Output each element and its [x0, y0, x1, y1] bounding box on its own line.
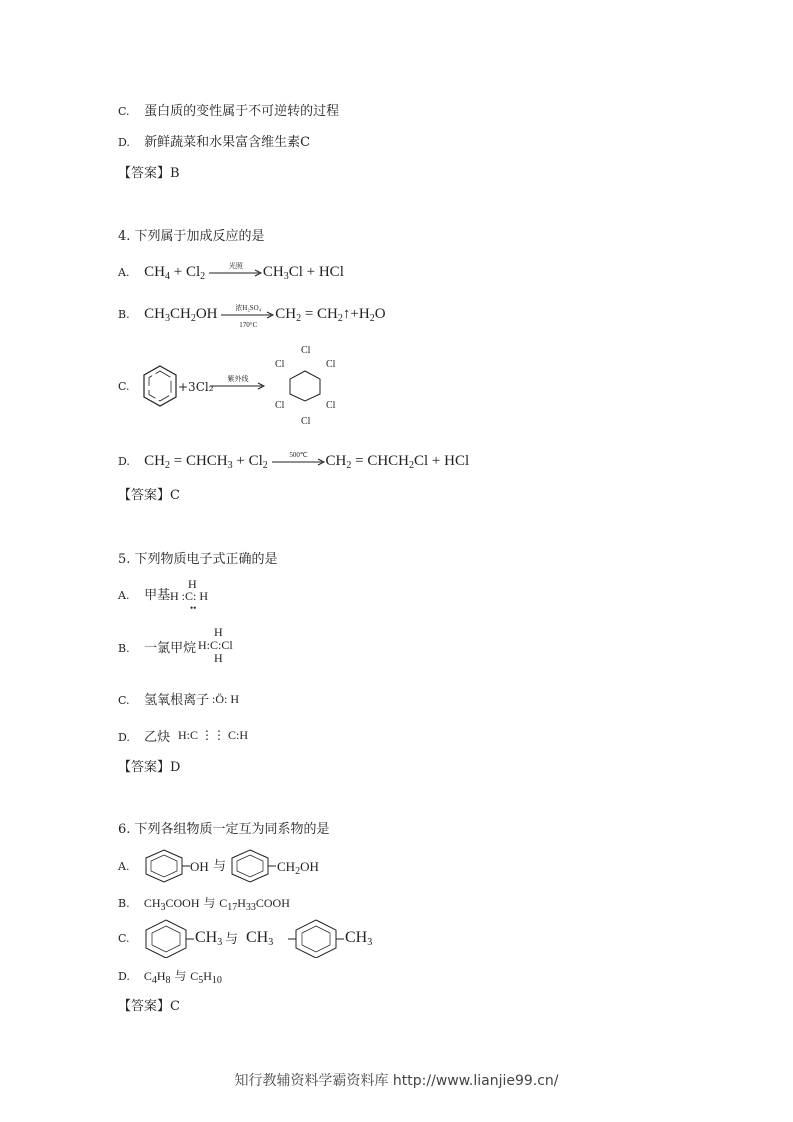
q4-option-a: [118, 263, 344, 286]
option-label: C.: [118, 105, 130, 118]
q4-answer: 【答案】C: [118, 488, 180, 503]
q4-option-c: [118, 378, 140, 396]
reaction-arrow: [210, 375, 266, 391]
formula-1: $C_4H_8$: [143, 969, 171, 986]
option-text: 一氯甲烷: [144, 641, 197, 656]
option-label: A.: [118, 266, 130, 279]
option-label: A.: [118, 860, 130, 873]
option-label: A.: [118, 589, 130, 602]
q6-option-a: [118, 858, 140, 876]
ch3-group: $CH_3$: [345, 929, 373, 948]
reaction-arrow: [272, 450, 326, 467]
hydroxide-lewis-structure: :Ö: H: [212, 692, 239, 706]
q6-option-b: [118, 894, 290, 917]
option-label: C.: [118, 932, 130, 945]
q5-option-a: [118, 587, 170, 605]
option-label: B.: [118, 897, 130, 910]
formula-2: $C_5H_{10}$: [190, 969, 222, 986]
q5-option-c: [118, 692, 209, 710]
condition: 500℃: [289, 450, 308, 459]
option-text: 氢氧根离子: [144, 693, 210, 708]
option-text: 甲基: [144, 588, 171, 603]
oh-group: OH: [190, 859, 209, 874]
option-label: D.: [118, 455, 130, 468]
methyl-lewis-structure: H H :C: H ••: [170, 577, 209, 613]
option-label: C.: [118, 694, 130, 707]
ch3-group: $CH_3$: [195, 929, 223, 948]
chloromethane-lewis-structure: H H:C:Cl H: [198, 625, 233, 665]
q4-stem: 4. 下列属于加成反应的是: [118, 229, 265, 244]
cl-label: Cl: [326, 359, 336, 370]
option-text: 新鲜蔬菜和水果富含维生素C: [144, 135, 311, 150]
condition-bottom: 170°C: [239, 320, 258, 329]
q5-option-d: [118, 729, 170, 747]
equation-a: $CH_4 + Cl_2$ 光照 $CH_3Cl$ + HCl: [144, 261, 344, 282]
q4-option-b: [118, 305, 386, 328]
reaction-arrow: [209, 261, 263, 278]
option-text: 乙炔: [144, 730, 171, 745]
option-label: B.: [118, 308, 130, 321]
cl-label: Cl: [301, 345, 311, 356]
reaction-arrow: [221, 303, 275, 329]
benzene-ring-icon: [142, 364, 178, 408]
q3-answer: 【答案】B: [118, 166, 180, 181]
footer-watermark: 知行教辅资料学霸资料库 http://www.lianjie99.cn/: [234, 1073, 559, 1089]
cl-label: Cl: [275, 359, 285, 370]
option-label: B.: [118, 642, 130, 655]
and-text: 与: [225, 932, 239, 947]
formula-2: $C_{17}H_{33}COOH$: [219, 896, 290, 913]
option-label: D.: [118, 970, 130, 983]
condition: 光照: [228, 261, 243, 270]
and-text: 与: [174, 969, 187, 983]
q5-stem: 5. 下列物质电子式正确的是: [118, 552, 278, 567]
and-text: 与: [213, 859, 227, 874]
option-label: D.: [118, 731, 130, 744]
cl-label: Cl: [301, 416, 311, 427]
equation-d: $CH_2$ = $CHCH_3 + Cl_2$ 500℃ $CH_2$ = $CHCH_2Cl$ + HCl: [144, 450, 470, 471]
option-text: 蛋白质的变性属于不可逆转的过程: [144, 104, 340, 119]
q4-option-d: [118, 452, 469, 475]
q3-option-c: [118, 103, 339, 121]
option-label: C.: [118, 380, 130, 393]
acetylene-lewis-structure: H:C ⋮⋮ C:H: [178, 728, 249, 742]
hexachlorocyclohexane-ring-icon: [288, 370, 322, 402]
and-text: 与: [203, 896, 216, 910]
q6-stem: 6. 下列各组物质一定互为同系物的是: [118, 822, 330, 837]
q6-option-c: [118, 930, 140, 948]
cl-label: Cl: [326, 400, 336, 411]
q5-option-b: [118, 640, 196, 658]
reagent: +3Cl₂: [178, 380, 214, 394]
equation-b: $CH_3CH_2OH$ 浓H₂SO₄ 170°C $CH_2$ = $CH_2↑+H_2O$: [144, 303, 386, 329]
cl-label: Cl: [275, 400, 285, 411]
q3-option-d: [118, 134, 310, 152]
q6-option-d: [118, 967, 222, 990]
ch3-group: $CH_3$: [246, 929, 274, 948]
q5-answer: 【答案】D: [118, 760, 181, 775]
q6-answer: 【答案】C: [118, 999, 180, 1014]
option-label: D.: [118, 136, 130, 149]
formula-1: $CH_3COOH$: [143, 896, 200, 913]
condition-top: 浓H₂SO₄: [235, 303, 262, 312]
ch2oh-group: $CH_2OH$: [277, 859, 319, 877]
condition: 紫外线: [227, 375, 249, 383]
